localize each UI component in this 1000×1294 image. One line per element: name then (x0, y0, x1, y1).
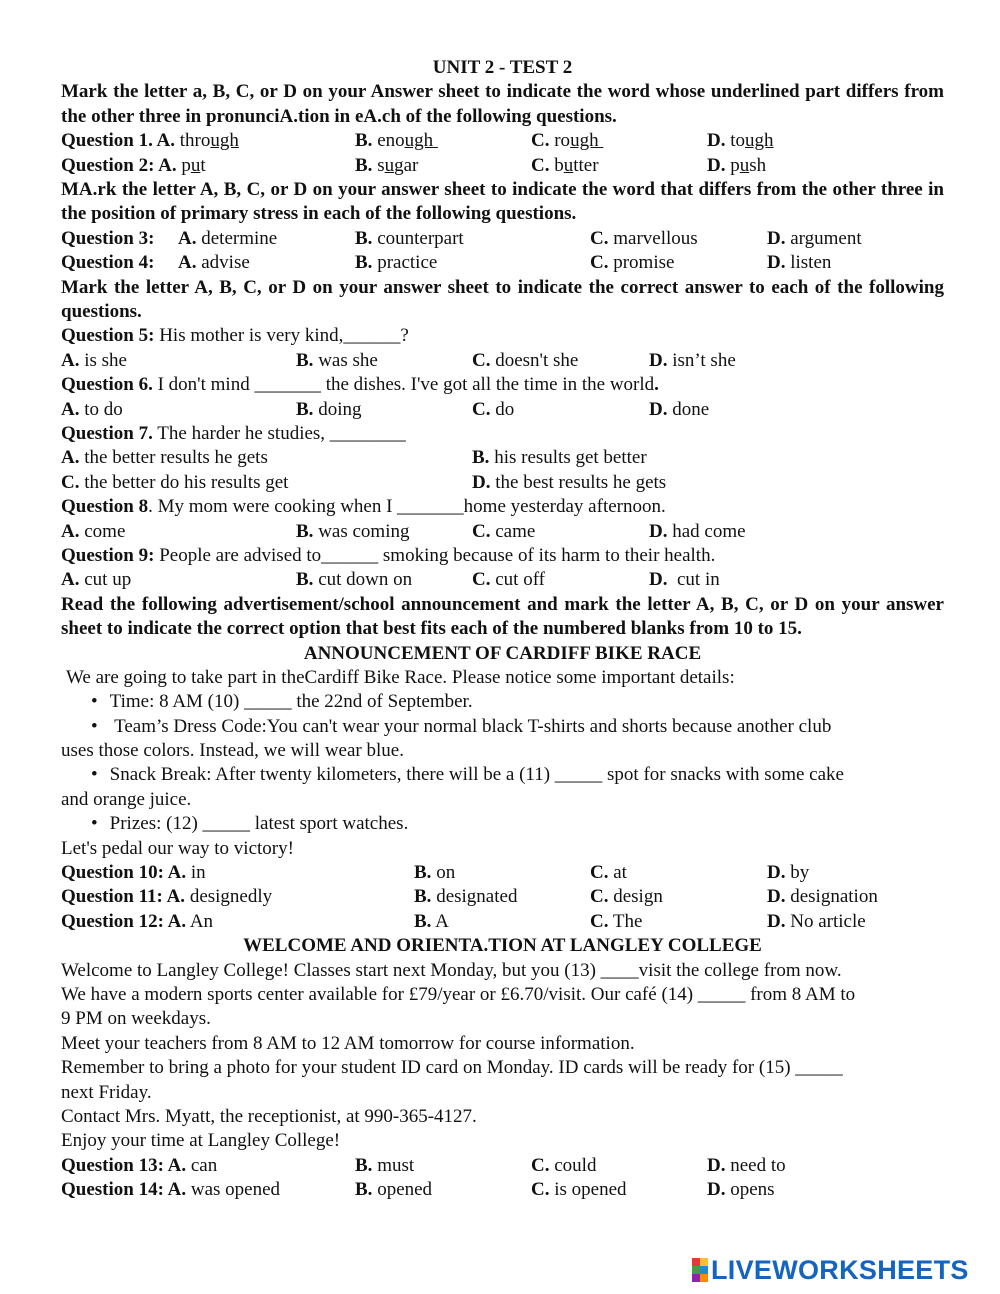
instruction-stress: MA.rk the letter A, B, C, or D on your answer sheet to indicate the word that differs from the other three in the position of primary stress in each of the following questions. (61, 178, 944, 225)
question-9-stem: Question 9: People are advised to______ smoking because of its harm to their health. (61, 544, 716, 566)
announcement-title: ANNOUNCEMENT OF CARDIFF BIKE RACE (303, 642, 702, 664)
q9-option-b[interactable]: B. cut down on (296, 569, 413, 591)
q13-option-a[interactable]: Question 13: A. can (61, 1154, 218, 1176)
question-4: Question 4: A. advise B. practice C. promise D. listen (61, 251, 944, 275)
q3-option-d[interactable]: D. argument (767, 227, 862, 249)
q2-option-a[interactable]: put (181, 154, 206, 176)
q5-option-c[interactable]: C. doesn't she (472, 349, 579, 371)
q11-option-b[interactable]: B. designated (414, 886, 518, 908)
q3-option-c[interactable]: C. marvellous (590, 227, 698, 249)
question-9-options (61, 568, 944, 592)
q1-option-d[interactable]: tough (730, 130, 774, 152)
question-12 (61, 910, 944, 934)
question-8-stem: Question 8. My mom were cooking when I _______home yesterday afternoon. (61, 496, 666, 518)
school-line-4-cont: next Friday. (61, 1081, 152, 1103)
question-1: Question 1. A. through B. enough C. rough D. tough (61, 130, 774, 152)
q2-option-c[interactable]: butter (554, 154, 599, 176)
question-14 (61, 1178, 944, 1202)
q9-option-c[interactable]: C. cut off (472, 569, 546, 591)
q12-option-d[interactable]: D. No article (767, 910, 866, 932)
q10-option-a[interactable]: Question 10: A. in (61, 862, 206, 884)
question-6-stem: Question 6. I don't mind _______ the dishes. I've got all the time in the world. (61, 374, 659, 396)
q11-option-a[interactable]: Question 11: A. designedly (61, 886, 273, 908)
question-7-options-ab (61, 446, 944, 470)
q8-option-c[interactable]: C. came (472, 520, 536, 542)
school-line-2: We have a modern sports center available for £79/year or £6.70/visit. Our café (14) _____ from 8 AM to (61, 984, 856, 1005)
q7-option-d[interactable]: D. the best results he gets (472, 471, 667, 493)
q10-option-c[interactable]: C. at (590, 862, 627, 884)
question-5-options (61, 349, 944, 373)
q9-option-a[interactable]: A. cut up (61, 569, 132, 591)
q6-option-b[interactable]: B. doing (296, 398, 362, 420)
q7-option-c[interactable]: C. the better do his results get (61, 471, 289, 493)
q2-option-b[interactable]: sugar (377, 154, 419, 176)
q12-option-b[interactable]: B. A (414, 910, 449, 932)
page-title: UNIT 2 - TEST 2 (432, 57, 573, 78)
q6-option-c[interactable]: C. do (472, 398, 515, 420)
question-8-options (61, 520, 944, 544)
q11-option-d[interactable]: D. designation (767, 886, 878, 908)
q1-option-c[interactable]: rough (554, 130, 599, 152)
q4-option-a[interactable]: A. advise (178, 252, 250, 274)
q5-option-d[interactable]: D. isn’t she (649, 349, 736, 371)
question-11 (61, 885, 944, 909)
q10-option-d[interactable]: D. by (767, 862, 810, 884)
q14-option-a[interactable]: Question 14: A. was opened (61, 1179, 281, 1201)
q13-option-d[interactable]: D. need to (707, 1154, 786, 1176)
announcement-bullet-time: • Time: 8 AM (10) _____ the 22nd of September. (61, 690, 944, 714)
liveworksheets-logo[interactable] (692, 1255, 969, 1285)
announcement-bullet-dress-cont: uses those colors. Instead, we will wear blue. (61, 740, 404, 762)
school-line-1: Welcome to Langley College! Classes start next Monday, but you (13) ____visit the college from now. (61, 959, 842, 981)
q13-option-b[interactable]: B. must (355, 1154, 415, 1176)
liveworksheets-logo-icon (692, 1258, 708, 1282)
q4-option-d[interactable]: D. listen (767, 252, 832, 274)
question-10 (61, 861, 944, 885)
question-5-stem: Question 5: His mother is very kind,______? (61, 325, 409, 347)
question-7-stem: Question 7. The harder he studies, ________ (61, 422, 406, 444)
q8-option-b[interactable]: B. was coming (296, 520, 410, 542)
school-line-3: Meet your teachers from 8 AM to 12 AM tomorrow for course information. (61, 1032, 635, 1054)
q6-option-a[interactable]: A. to do (61, 398, 123, 420)
q11-option-c[interactable]: C. design (590, 886, 663, 908)
announcement-bullet-snack: • Snack Break: After twenty kilometers, there will be a (11) _____ spot for snacks with some cake (61, 763, 944, 787)
question-2: Question 2: A. put B. sugar C. butter D. push (61, 154, 767, 176)
q14-option-d[interactable]: D. opens (707, 1179, 775, 1201)
q14-option-b[interactable]: B. opened (355, 1179, 433, 1201)
q6-option-d[interactable]: D. done (649, 398, 710, 420)
q4-option-c[interactable]: C. promise (590, 252, 675, 274)
announcement-closing: Let's pedal our way to victory! (61, 837, 294, 859)
q7-option-a[interactable]: A. the better results he gets (61, 447, 268, 469)
instruction-pronunciation: Mark the letter a, B, C, or D on your Answer sheet to indicate the word whose underlined part differs from the other three in pronunciA.tion in eA.ch of the following questions. (61, 81, 944, 127)
announcement-bullet-prizes: • Prizes: (12) _____ latest sport watches. (61, 812, 944, 836)
announcement-intro: We are going to take part in theCardiff Bike Race. Please notice some important details: (66, 666, 735, 688)
q9-option-d[interactable]: D. cut in (649, 569, 720, 591)
announcement-bullet-snack-cont: and orange juice. (61, 788, 192, 810)
instruction-correct-answer: Mark the letter A, B, C, or D on your answer sheet to indicate the correct answer to each of the following questions. (61, 276, 944, 322)
school-line-2-cont: 9 PM on weekdays. (61, 1008, 211, 1030)
school-line-5: Contact Mrs. Myatt, the receptionist, at 990-365-4127. (61, 1105, 477, 1127)
question-3: Question 3: A. determine B. counterpart C. marvellous D. argument (61, 227, 944, 251)
instruction-reading: Read the following advertisement/school announcement and mark the letter A, B, C, or D on your answer sheet to indicate the correct option that best fits each of the numbered blanks from 10 to 15. (61, 593, 944, 640)
q13-option-c[interactable]: C. could (531, 1154, 597, 1176)
worksheet-page (61, 56, 944, 1203)
liveworksheets-logo-text: LIVEWORKSHEETS (711, 1254, 969, 1285)
q10-option-b[interactable]: B. on (414, 862, 456, 884)
question-6-options (61, 398, 944, 422)
q12-option-c[interactable]: C. The (590, 910, 643, 932)
q5-option-b[interactable]: B. was she (296, 349, 378, 371)
q8-option-a[interactable]: A. come (61, 520, 126, 542)
school-line-4: Remember to bring a photo for your student ID card on Monday. ID cards will be ready for (15) _____ (61, 1057, 843, 1079)
q2-option-d[interactable]: push (730, 154, 767, 176)
q1-option-b[interactable]: enough (377, 130, 434, 152)
q4-option-b[interactable]: B. practice (355, 252, 438, 274)
q12-option-a[interactable]: Question 12: A. An (61, 910, 214, 932)
q7-option-b[interactable]: B. his results get better (472, 447, 647, 469)
q1-option-a[interactable]: through (179, 130, 239, 152)
q5-option-a[interactable]: A. is she (61, 349, 127, 371)
q3-option-b[interactable]: B. counterpart (355, 227, 464, 249)
school-announcement-title: WELCOME AND ORIENTA.TION AT LANGLEY COLLEGE (243, 935, 762, 957)
q3-option-a[interactable]: A. determine (178, 227, 278, 249)
question-13 (61, 1154, 944, 1178)
announcement-bullet-dress: • Team’s Dress Code:You can't wear your normal black T-shirts and shorts because another club (61, 715, 944, 739)
q8-option-d[interactable]: D. had come (649, 520, 746, 542)
question-7-options-cd (61, 471, 944, 495)
q14-option-c[interactable]: C. is opened (531, 1179, 627, 1201)
school-line-6: Enjoy your time at Langley College! (61, 1130, 341, 1152)
